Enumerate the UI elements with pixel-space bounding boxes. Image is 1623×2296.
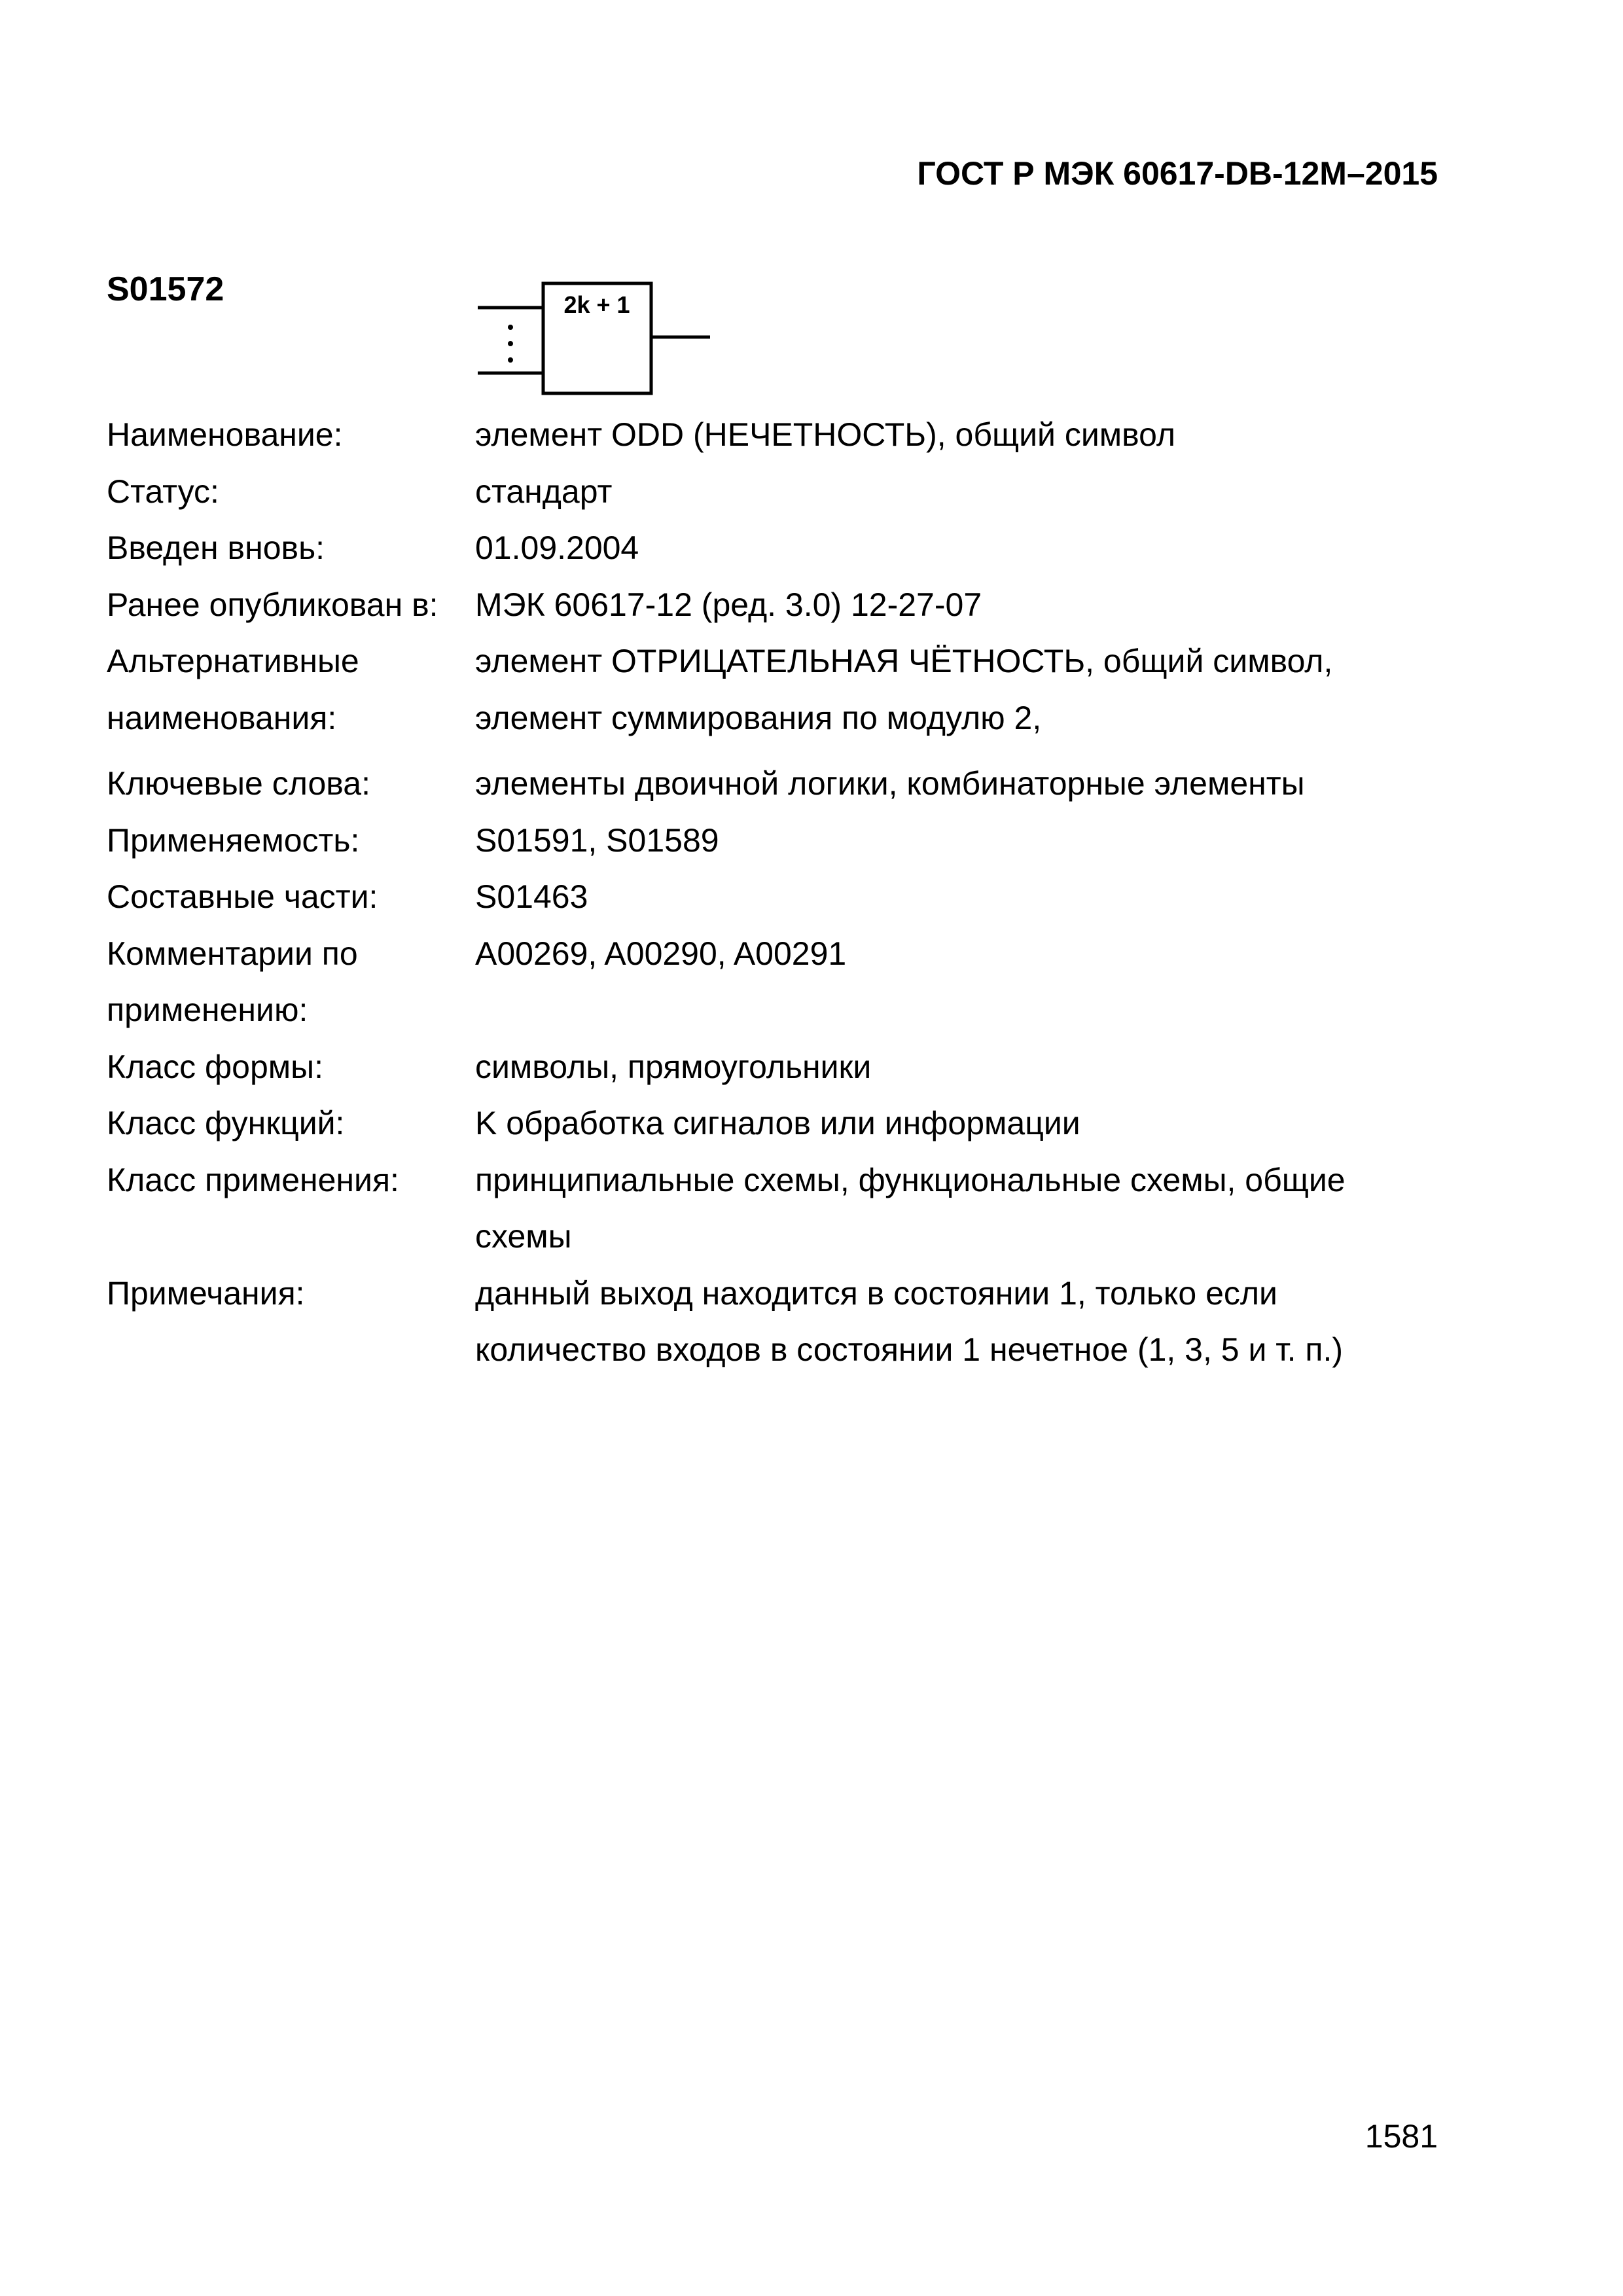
property-value: K обработка сигналов или информации	[475, 1105, 1080, 1141]
ellipsis-dot	[508, 357, 513, 363]
property-label: Примечания:	[107, 1274, 305, 1312]
property-label: Класс применения:	[107, 1161, 399, 1198]
ellipsis-dot	[508, 341, 513, 346]
property-row-application-class	[107, 1152, 1416, 1265]
property-row-introduced	[107, 520, 1416, 577]
property-value: МЭК 60617-12 (ред. 3.0) 12-27-07	[475, 586, 982, 623]
property-label: Альтернативные наименования:	[107, 643, 359, 736]
property-table	[107, 406, 1416, 1378]
property-value: элемент ОТРИЦАТЕЛЬНАЯ ЧЁТНОСТЬ, общий символ, элемент суммирования по модулю 2,	[475, 643, 1333, 736]
page-number: 1581	[1364, 2118, 1438, 2155]
property-row-previously-published	[107, 577, 1416, 634]
property-value: элемент ODD (НЕЧЕТНОСТЬ), общий символ	[475, 416, 1176, 453]
property-value: стандарт	[475, 473, 613, 510]
property-row-components	[107, 869, 1416, 925]
property-row-function-class	[107, 1095, 1416, 1152]
property-row-applicability	[107, 812, 1416, 869]
property-row-application-notes	[107, 925, 1416, 1039]
property-label: Применяемость:	[107, 821, 360, 859]
property-value: принципиальные схемы, функциональные схемы, общие схемы	[475, 1161, 1346, 1255]
symbol-code: S01572	[107, 270, 224, 308]
property-label: Комментарии по применению:	[107, 935, 358, 1028]
property-label: Статус:	[107, 473, 219, 510]
property-value: элементы двоичной логики, комбинаторные элементы	[475, 765, 1305, 802]
property-value: S01591, S01589	[475, 821, 719, 859]
property-value: 01.09.2004	[475, 529, 639, 566]
property-label: Ранее опубликован в:	[107, 586, 438, 623]
property-value: S01463	[475, 878, 588, 915]
element-qualifier: 2k + 1	[563, 291, 630, 318]
property-value: A00269, A00290, A00291	[475, 935, 847, 972]
property-label: Составные части:	[107, 878, 378, 915]
ellipsis-dot	[508, 325, 513, 330]
property-label: Наименование:	[107, 416, 343, 453]
property-label: Ключевые слова:	[107, 765, 371, 802]
property-row-name	[107, 406, 1416, 463]
property-row-notes	[107, 1265, 1416, 1378]
property-label: Класс формы:	[107, 1048, 323, 1085]
property-row-keywords	[107, 755, 1416, 812]
property-row-alternative-names	[107, 633, 1416, 746]
property-row-status	[107, 463, 1416, 520]
property-row-shape-class	[107, 1039, 1416, 1096]
odd-element-symbol	[471, 278, 720, 403]
document-designation: ГОСТ Р МЭК 60617-DB-12M–2015	[917, 155, 1438, 192]
property-label: Класс функций:	[107, 1105, 345, 1141]
property-label: Введен вновь:	[107, 529, 325, 566]
property-value: данный выход находится в состоянии 1, только если количество входов в состоянии 1 нечетное (1, 3, 5 и т. п.)	[475, 1274, 1344, 1368]
property-value: символы, прямоугольники	[475, 1048, 872, 1085]
